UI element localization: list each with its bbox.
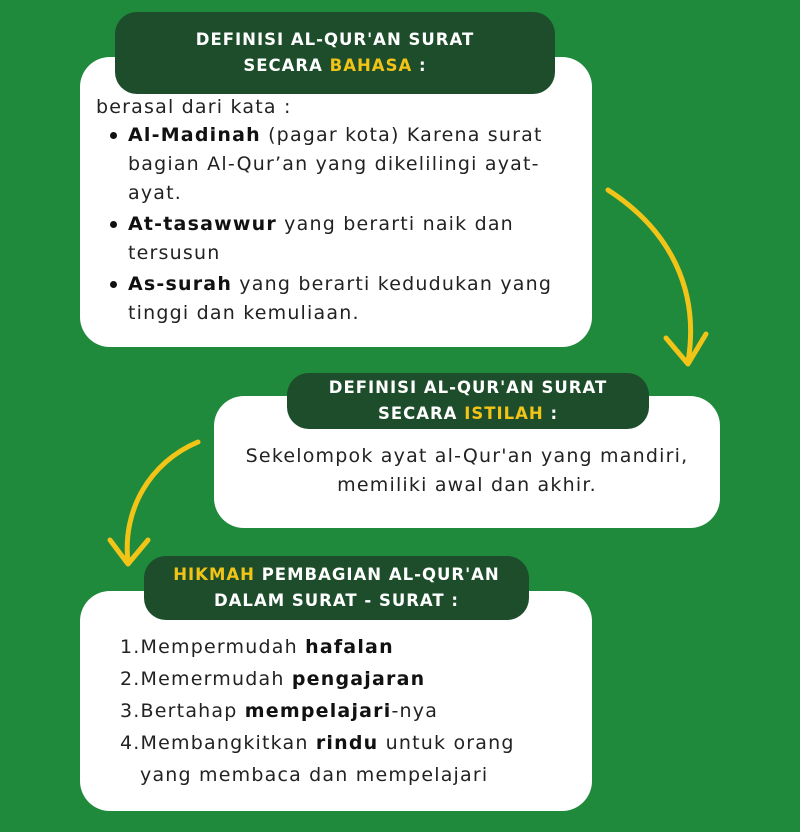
list-item	[120, 665, 580, 694]
term-desc: (pagar kota) Karena surat bagian Al-Qur’an yang dikelilingi ayat-ayat.	[128, 124, 543, 204]
intro-text: berasal dari kata :	[96, 96, 292, 118]
section-hikmah-title	[144, 556, 529, 620]
item-number: 2.	[120, 668, 141, 690]
title-line1: DEFINISI AL-QUR'AN SURAT	[195, 30, 475, 49]
istilah-body	[214, 442, 720, 500]
item-text: Memermudah	[140, 668, 292, 690]
term: Al-Madinah	[128, 124, 261, 146]
item-suffix: -nya	[391, 700, 439, 722]
list-item	[120, 633, 580, 662]
bahasa-list	[128, 121, 568, 330]
title-line2-post: :	[412, 56, 427, 75]
body-line2: memiliki awal dan akhir.	[337, 474, 597, 496]
title-line2-pre: SECARA	[243, 56, 330, 75]
list-item	[128, 270, 568, 328]
item-text: Membangkitkan	[140, 732, 316, 754]
item-bold: rindu	[315, 732, 379, 754]
item-number: 4.	[120, 732, 141, 754]
title-highlight: BAHASA	[329, 56, 413, 75]
item-text: Mempermudah	[140, 636, 306, 658]
body-line1: Sekelompok ayat al-Qur'an yang mandiri,	[245, 445, 689, 467]
item-bold: mempelajari	[244, 700, 392, 722]
item-suffix: untuk orang	[378, 732, 515, 754]
title-line2: DALAM SURAT - SURAT :	[213, 591, 460, 610]
section-hikmah-card	[80, 591, 592, 811]
list-item	[120, 697, 580, 726]
item-text: Bertahap	[140, 700, 245, 722]
title-line2-pre: SECARA	[377, 404, 465, 423]
list-item-continuation: yang membaca dan mempelajari	[140, 764, 489, 786]
section-bahasa-card	[80, 57, 592, 347]
term: As-surah	[128, 273, 233, 295]
item-bold: pengajaran	[291, 668, 426, 690]
title-line2-post: :	[543, 404, 559, 423]
section-istilah-title	[287, 373, 649, 429]
list-item	[128, 121, 568, 208]
list-item	[120, 729, 580, 758]
term: At-tasawwur	[128, 213, 277, 235]
title-highlight: ISTILAH	[464, 404, 544, 423]
term-desc: yang berarti kedudukan yang tinggi dan kemuliaan.	[128, 273, 553, 324]
arrowhead-right-icon	[666, 334, 706, 364]
item-number: 1.	[120, 636, 141, 658]
item-number: 3.	[120, 700, 141, 722]
hikmah-list	[120, 633, 580, 793]
curved-arrow-left-down-icon	[127, 442, 198, 562]
item-bold: hafalan	[305, 636, 394, 658]
curved-arrow-right-down-icon	[608, 190, 691, 362]
term-desc: yang berarti naik dan tersusun	[128, 213, 514, 264]
title-line1-post: PEMBAGIAN AL-QUR'AN	[254, 565, 500, 584]
title-highlight: HIKMAH	[173, 565, 255, 584]
arrowhead-left-icon	[110, 540, 148, 564]
title-line1: DEFINISI AL-QUR'AN SURAT	[328, 378, 608, 397]
list-item	[128, 210, 568, 268]
section-bahasa-title	[115, 12, 555, 94]
